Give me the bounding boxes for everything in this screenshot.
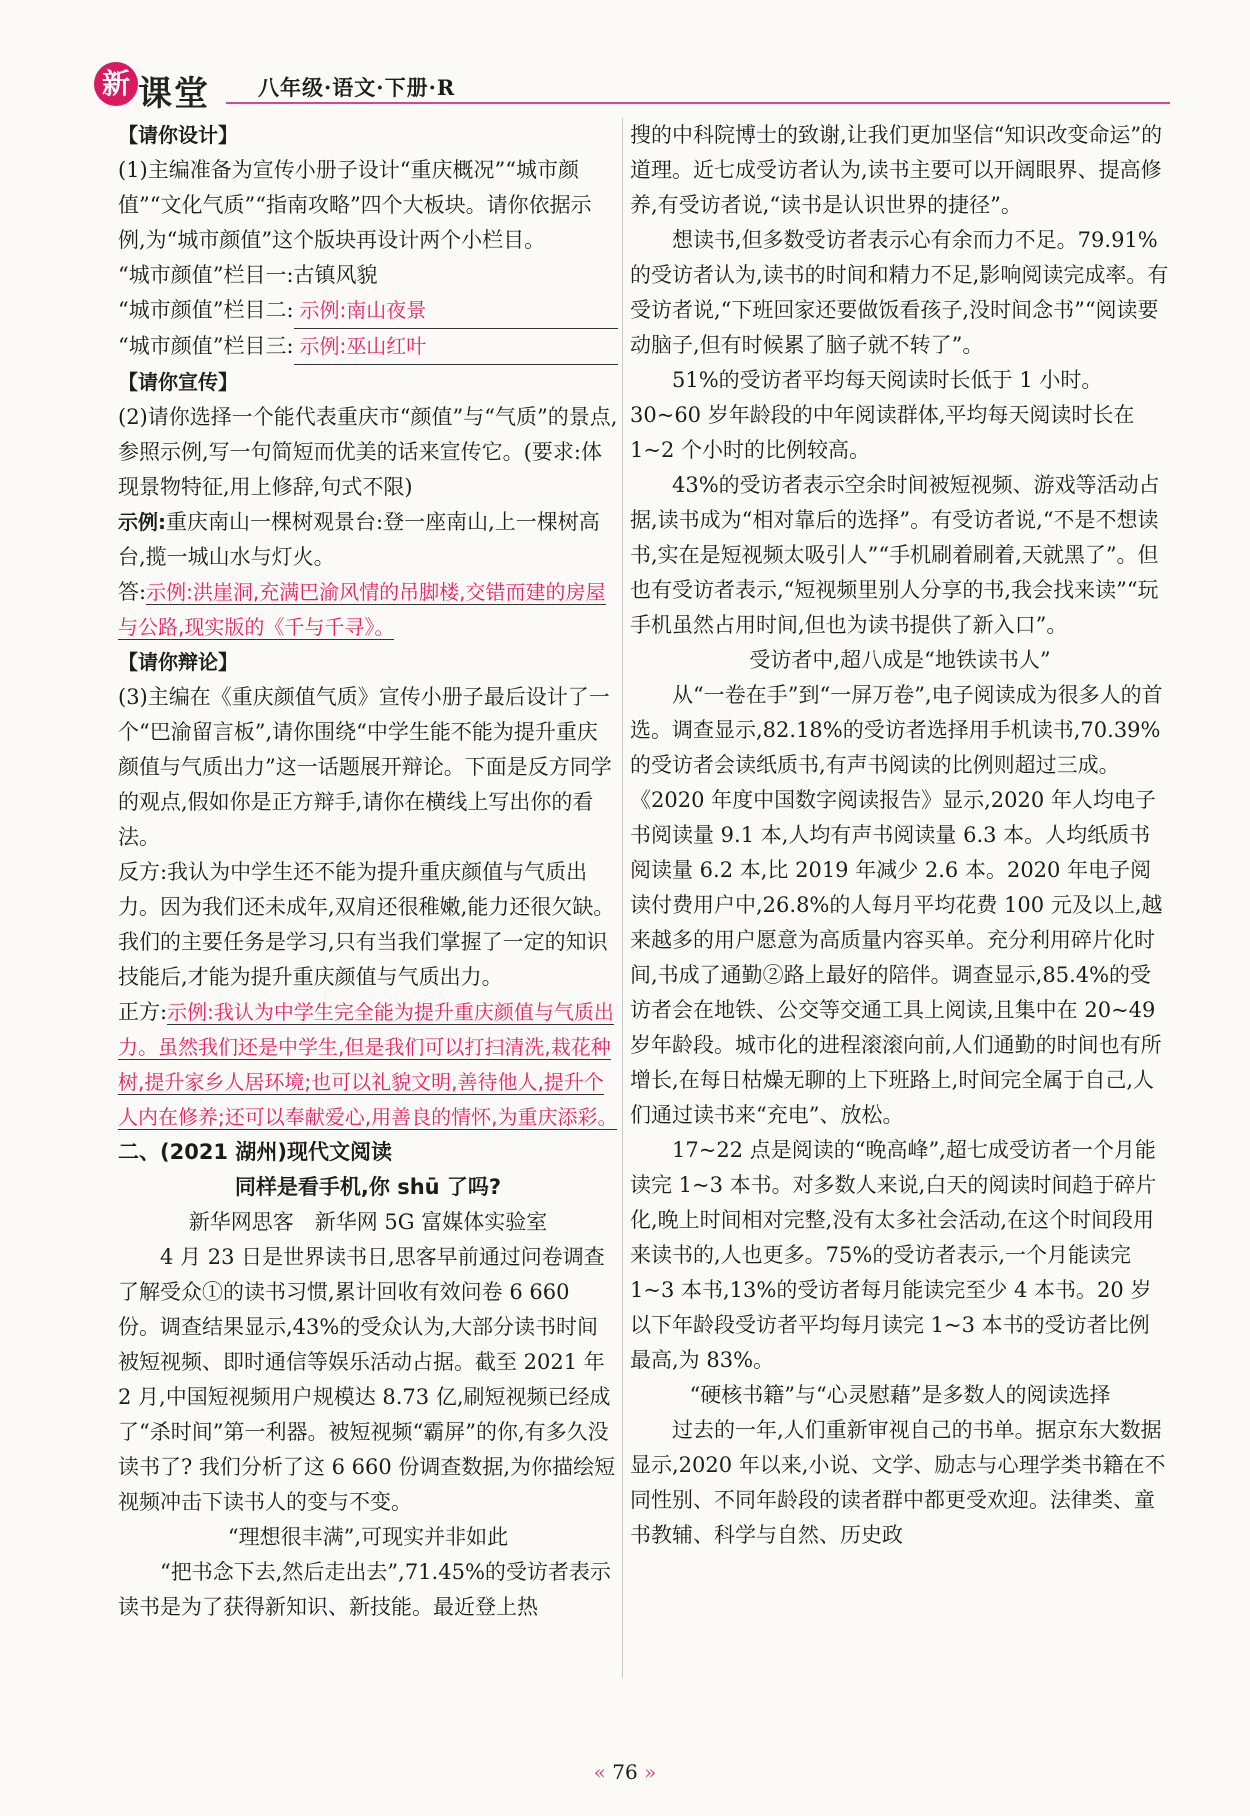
paragraph-6: 43%的受访者表示空余时间被短视频、游戏等活动占据,读书成为“相对靠后的选择”。有受访者说,“不是不想读书,实在是短视频太吸引人”“手机刷着刷着,天就黑了”。但也有受访者表示,“短视频里别人分享的书,我会找来读”“玩手机虽然占用时间,但也为读书提供了新入口”。 [630, 473, 1160, 637]
page-ornament-left-icon: « [593, 1760, 606, 1784]
column-line-2 [118, 293, 618, 329]
question-2: (2)请你选择一个能代表重庆市“颜值”与“气质”的景点,参照示例,写一句简短而优美的话来宣传它。(要求:体现景物特征,用上修辞,句式不限) [118, 405, 618, 499]
paragraph-2: “把书念下去,然后走出去”,71.45%的受访者表示读书是为了获得新知识、新技能。最近登上热 [118, 1560, 611, 1619]
page-ornament-right-icon: » [644, 1760, 657, 1784]
example-label: 示例: [118, 510, 166, 534]
answer-label: 答: [118, 580, 147, 604]
logo-ketang: 课堂 [138, 74, 210, 114]
section-2-heading: 二、(2021 湖州)现代文阅读 [118, 1140, 392, 1164]
column-divider [622, 118, 623, 1678]
logo [80, 58, 230, 114]
article-title: 同样是看手机,你 shū 了吗? [234, 1175, 502, 1199]
page-header [80, 58, 1170, 114]
example-text: 重庆南山一棵树观景台:登一座南山,上一棵树高台,揽一城山水与灯火。 [118, 510, 600, 569]
paragraph-5: 51%的受访者平均每天阅读时长低于 1 小时。30~60 岁年龄段的中年阅读群体,平均每天阅读时长在 1~2 个小时的比例较高。 [630, 368, 1135, 462]
line-3-answer: 示例:巫山红叶 [294, 329, 618, 365]
paragraph-9: 过去的一年,人们重新审视自己的书单。据京东大数据显示,2020 年以来,小说、文学、励志与心理学类书籍在不同性别、不同年龄段的读者群中都更受欢迎。法律类、童书教辅、科学与自然、历史政 [630, 1418, 1166, 1547]
paragraph-1: 4 月 23 日是世界读书日,思客早前通过问卷调查了解受众①的读书习惯,累计回收有效问卷 6 660 份。调查结果显示,43%的受众认为,大部分读书时间被短视频、即时通信等娱乐活动占据。截至 2021 年 2 月,中国短视频用户规模达 8.73 亿,刷短视频已经成了“杀时间”第一利器。被短视频“霸屏”的你,有多久没读书了? 我们分析了这 6 660 份调查数据,为你描绘短视频冲击下读书人的变与不变。 [118, 1245, 616, 1514]
answer-text: 示例:洪崖洞,充满巴渝风情的吊脚楼,交错而建的房屋与公路,现实版的《千与千寻》。 [118, 580, 606, 639]
right-column [630, 118, 1170, 1553]
left-column [118, 118, 618, 1625]
heading-debate: 【请你辩论】 [118, 650, 238, 674]
line-3-label: “城市颜值”栏目三: [118, 334, 294, 358]
logo-xin: 新 [94, 62, 138, 106]
paragraph-7: 从“一卷在手”到“一屏万卷”,电子阅读成为很多人的首选。调查显示,82.18%的受访者选择用手机读书,70.39%的受访者会读纸质书,有声书阅读的比例则超过三成。《2020 年度中国数字阅读报告》显示,2020 年人均电子书阅读量 9.1 本,人均有声书阅读量 6.3 本。人均纸质书阅读量 6.2 本,比 2019 年减少 2.6 本。2020 年电子阅读付费用户中,26.8%的人每月平均花费 100 元及以上,越来越多的用户愿意为高质量内容买单。充分利用碎片化时间,书成了通勤②路上最好的陪伴。调查显示,85.4%的受访者会在地铁、公交等交通工具上阅读,且集中在 20~49 岁年龄段。城市化的进程滚滚向前,人们通勤的时间也有所增长,在每日枯燥无聊的上下班路上,时间完全属于自己,人们通过读书来“充电”、放松。 [630, 683, 1163, 1127]
page-number [575, 1760, 675, 1784]
page-number-text: 76 [612, 1760, 638, 1784]
heading-promote: 【请你宣传】 [118, 370, 238, 394]
header-rule [226, 102, 1170, 104]
heading-design: 【请你设计】 [118, 123, 238, 147]
paragraph-4: 想读书,但多数受访者表示心有余而力不足。79.91%的受访者认为,读书的时间和精力不足,影响阅读完成率。有受访者说,“下班回家还要做饭看孩子,没时间念书”“阅读要动脑子,但有时候累了脑子就不转了”。 [630, 228, 1169, 357]
subheading-3: “硬核书籍”与“心灵慰藉”是多数人的阅读选择 [689, 1383, 1111, 1407]
line-2-label: “城市颜值”栏目二: [118, 298, 294, 322]
question-1: (1)主编准备为宣传小册子设计“重庆概况”“城市颜值”“文化气质”“指南攻略”四个大板块。请你依据示例,为“城市颜值”这个版块再设计两个小栏目。 [118, 158, 592, 252]
paragraph-3: 搜的中科院博士的致谢,让我们更加坚信“知识改变命运”的道理。近七成受访者认为,读书主要可以开阔眼界、提高修养,有受访者说,“读书是认识世界的捷径”。 [630, 123, 1163, 217]
column-line-3 [118, 329, 618, 365]
affirmative-label: 正方: [118, 1000, 168, 1024]
subheading-2: 受访者中,超八成是“地铁读书人” [749, 648, 1051, 672]
question-3: (3)主编在《重庆颜值气质》宣传小册子最后设计了一个“巴渝留言板”,请你围绕“中学生能不能为提升重庆颜值与气质出力”这一话题展开辩论。下面是反方同学的观点,假如你是正方辩手,请你在横线上写出你的看法。 [118, 685, 612, 849]
line-2-answer: 示例:南山夜景 [294, 293, 618, 329]
paragraph-8: 17~22 点是阅读的“晚高峰”,超七成受访者一个月能读完 1~3 本书。对多数人来说,白天的阅读时间趋于碎片化,晚上时间相对完整,没有太多社会活动,在这个时间段用来读书的,人也更多。75%的受访者表示,一个月能读完 1~3 本书,13%的受访者每月能读完至少 4 本书。20 岁以下年龄段受访者平均每月读完 1~3 本书的受访者比例最高,为 83%。 [630, 1138, 1157, 1372]
article-byline: 新华网思客 新华网 5G 富媒体实验室 [188, 1210, 548, 1234]
affirmative-answer: 示例:我认为中学生完全能为提升重庆颜值与气质出力。虽然我们还是中学生,但是我们可以打扫清洗,栽花种树,提升家乡人居环境;也可以礼貌文明,善待他人,提升个人内在修养;还可以奉献爱心,用善良的情怀,为重庆添彩。 [118, 1000, 618, 1129]
column-line-1: “城市颜值”栏目一:古镇风貌 [118, 263, 378, 287]
opposing-view: 反方:我认为中学生还不能为提升重庆颜值与气质出力。因为我们还未成年,双肩还很稚嫩,能力还很欠缺。我们的主要任务是学习,只有当我们掌握了一定的知识技能后,才能为提升重庆颜值与气质出力。 [118, 860, 615, 989]
book-subtitle: 八年级·语文·下册·R [258, 75, 456, 100]
subheading-1: “理想很丰满”,可现实并非如此 [227, 1525, 509, 1549]
